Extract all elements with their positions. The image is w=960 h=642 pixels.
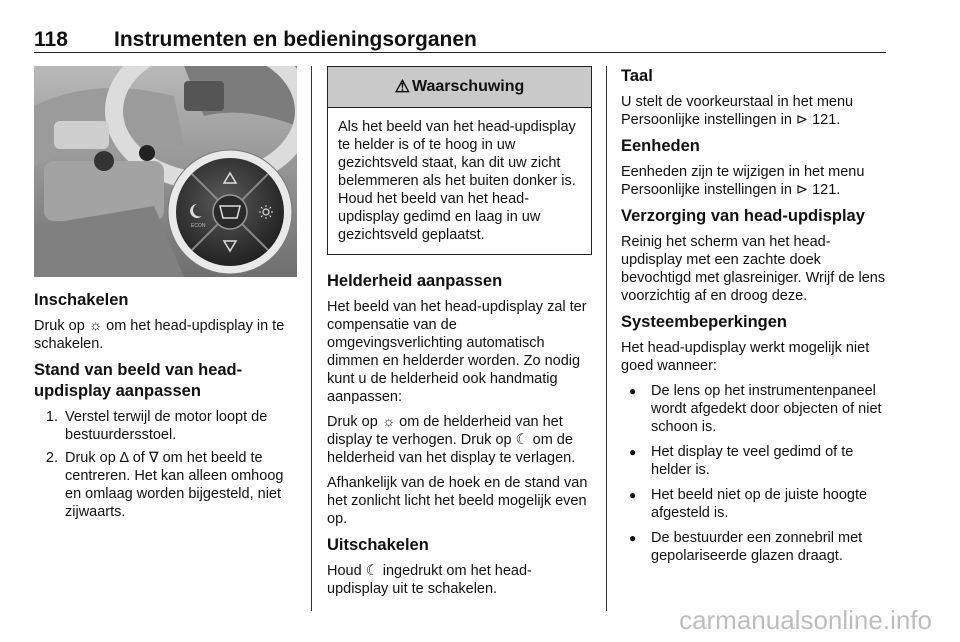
- header-divider: [34, 52, 886, 53]
- limitations-list: [621, 382, 887, 565]
- econ-label: ECON: [191, 223, 206, 229]
- warning-text: Als het beeld van het head-updisplay te helder is of te hoog in uw gezichtsveld staat, kan dit uw zicht belemmeren als het buiten donker is. Houd het beeld van het head-updisplay gedimd en laag in uw gezichtsveld geplaatst.: [338, 119, 576, 243]
- warning-title: Waarschuwing: [411, 78, 525, 95]
- paragraph-eenheden: Eenheden zijn te wijzigen in het menu Persoonlijke instellingen in ⊳ 121.: [621, 164, 865, 198]
- heading-stand-van-beeld: Stand van beeld van head-updisplay aanpassen: [34, 361, 243, 400]
- list-item: ● De bestuurder een zonnebril met gepolariseerde glazen draagt.: [651, 529, 887, 565]
- page-reference-icon: ⊳: [795, 182, 809, 198]
- paragraph-helderheid-3: Afhankelijk van de hoek en de stand van het zonlicht licht het beeld mogelijk even op.: [327, 475, 588, 527]
- warning-icon: ⚠: [394, 77, 410, 96]
- paragraph-inschakelen: Druk op ☼ om het head-updisplay in te schakelen.: [34, 318, 285, 352]
- moon-icon: ☾: [515, 432, 529, 448]
- column-1: [34, 290, 299, 528]
- page-header: [34, 28, 886, 52]
- heading-systeembeperkingen: Systeembeperkingen: [621, 313, 787, 331]
- heading-helderheid: Helderheid aanpassen: [327, 272, 503, 290]
- list-item: ● Het beeld niet op de juiste hoogte afgesteld is.: [651, 486, 887, 522]
- down-triangle-icon: ∇: [148, 450, 159, 466]
- paragraph-verzorging: Reinig het scherm van het head-updisplay met een zachte doek bevochtigd met glasreiniger. Wrijf de lens voorzichtig af en droog deze.: [621, 234, 886, 304]
- moon-icon: ☾: [365, 563, 379, 579]
- watermark: carmanualsonline.info: [679, 605, 932, 635]
- warning-header: [328, 67, 591, 108]
- up-triangle-icon: ∆: [119, 450, 129, 466]
- heading-eenheden: Eenheden: [621, 137, 700, 155]
- paragraph-uitschakelen: Houd ☾ ingedrukt om het head-updisplay uit te schakelen.: [327, 563, 532, 597]
- heading-taal: Taal: [621, 67, 653, 85]
- page-reference-link[interactable]: 121.: [808, 112, 841, 128]
- heading-verzorging: Verzorging van head-updisplay: [621, 207, 865, 225]
- list-item: 1. Verstel terwijl de motor loopt de bestuurdersstoel.: [62, 408, 299, 444]
- paragraph-systeem-intro: Het head-updisplay werkt mogelijk niet goed wanneer:: [621, 340, 870, 374]
- warning-box: [327, 66, 592, 255]
- dashboard-photo: [34, 66, 297, 277]
- page-number: 118: [34, 28, 68, 51]
- list-item: 2. Druk op ∆ of ∇ om het beeld te centreren. Het kan alleen omhoog en omlaag worden bijgesteld, niet zijwaarts.: [62, 449, 299, 521]
- page-reference-link[interactable]: 121.: [808, 182, 841, 198]
- column-2: [327, 66, 592, 605]
- sun-icon: ☼: [381, 414, 396, 430]
- page-title: Instrumenten en bedieningsorganen: [114, 28, 477, 51]
- paragraph-taal: U stelt de voorkeurstaal in het menu Persoonlijke instellingen in ⊳ 121.: [621, 94, 854, 128]
- heading-uitschakelen: Uitschakelen: [327, 536, 429, 554]
- adjust-steps-list: [34, 408, 299, 521]
- column-divider-2: [606, 66, 607, 611]
- sun-icon: ☼: [88, 318, 103, 334]
- column-divider-1: [311, 66, 312, 611]
- paragraph-helderheid-1: Het beeld van het head-updisplay zal ter compensatie van de omgevingsverlichting automatisch dimmen en helderder worden. Zo nodig kunt u de helderheid ook handmatig aanpassen:: [327, 299, 587, 405]
- list-item: ● De lens op het instrumentenpaneel wordt afgedekt door objecten of niet schoon is.: [651, 382, 887, 436]
- heading-inschakelen: Inschakelen: [34, 291, 129, 309]
- column-3: [621, 66, 887, 572]
- list-item: ● Het display te veel gedimd of te helder is.: [651, 443, 887, 479]
- page-reference-icon: ⊳: [795, 112, 809, 128]
- paragraph-helderheid-2: Druk op ☼ om de helderheid van het display te verhogen. Druk op ☾ om de helderheid van het display te verlagen.: [327, 414, 576, 466]
